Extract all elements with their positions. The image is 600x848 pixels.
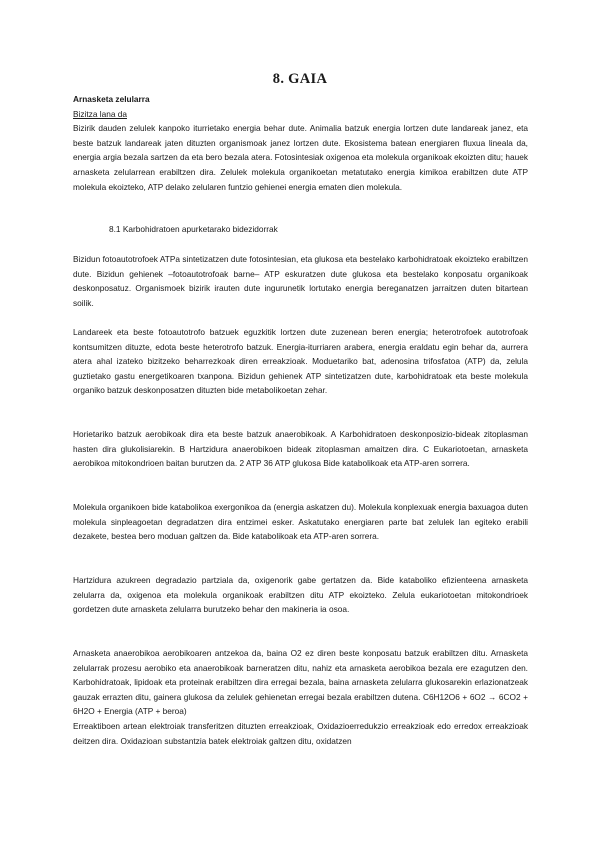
paragraph-text: Landareek eta beste fotoautotrofo batzuek eguzkitik lortzen dute zuzenean beren energia; heterotrofoek autotrofoak kontsumitzen dituzte, edota beste heterotrofo batzuk. Energia-iturriaren arabera, energia eraldatu egin behar da, aurrera atera ahal izateko bizitzeko beharrezkoak diren erreakzioak. Moduetariko bat, adenosina trifosfatoa (ATP) da, zelula guztietako gastu energetikoaren txanpona. Bizidun gehienek ATP sintetizatzen dute, karbohidratoak eta beste molekula organiko batzuk deskonposatzen dituzten bide metabolikoetan zehar. (73, 327, 528, 396)
paragraph-text: Bizidun fotoautotrofoek ATPa sintetizatzen dute fotosintesian, eta glukosa eta bestelako karbohidratoak ekoizteko erabiltzen dute. Bizidun gehienek –fotoautotrofoak barne– ATP eskuratzen dute glukosa eta bestelako konposatu organikoak deskonposatuz. Organismoek bizirik irauten dute ingurunetik lortutako energia bereganatzen jarraitzen duten bitartean soilik. (73, 254, 528, 308)
paragraph (73, 325, 528, 398)
subsection-heading: Bizitza lana da (73, 108, 127, 119)
paragraph-text: Horietariko batzuk aerobikoak dira eta beste batzuk anaerobikoak. A Karbohidratoen deskonposizio-bideak zitoplasman hasten dira glukolisiarekin. B Hartzidura anaerobikoen bideak zitoplasman amaitzen dira. C Eukariotoetan, arnasketa aerobikoa mitokondrioen baitan burutzen da. 2 ATP 36 ATP glukosa Bide katabolikoak eta ATP-aren sorrera. (73, 429, 528, 469)
paragraph (73, 500, 528, 544)
paragraph-text: Molekula organikoen bide katabolikoa exergonikoa da (energia askatzen du). Molekula konplexuak energia baxuagoa duten molekula sinpleagoetan degradatzen dira entzimei esker. Askatutako energiaren parte bat zelulek lan egiteko erabili dezakete, bestea bero moduan galtzen da. Bide katabolikoak eta ATP-aren sorrera. (73, 502, 528, 542)
intro-paragraph: Bizirik dauden zelulek kanpoko iturrietako energia behar dute. Animalia batzuk energia lortzen dute landareak janez, eta beste batzuk landareak jaten dituzten organismoak janez lortzen dute. Ekosistema batean energiaren fluxua lineala da, energia argia bezala sartzen da eta bero bezala atera. Fotosintesiak oxigenoa eta molekula organikoak ekoizten ditu; hauek arnasketa zelularrean erabiltzen dira. Zelulek molekula organikoetan metatutako energia kimikoa erabiltzen dute ATP molekula ekoizteko, ATP delako zelularen funtzio gehienei energia ematen dien molekula. (73, 123, 528, 192)
paragraph (73, 573, 528, 617)
intro-section (73, 92, 528, 194)
paragraph-text: Arnasketa anaerobikoa aerobikoaren antzekoa da, baina O2 ez diren beste konposatu batzuk erabiltzen ditu. Arnasketa zelularrak prozesu aerobiko eta anaerobikoak barneratzen ditu, nahiz eta arnasketa aerobikoa bezala ere ezagutzen den. Karbohidratoak, lipidoak eta proteinak erabiltzen dira erregai bezala, baina arnasketa zelularra glukosarekin erlazionatzeak gauzak errazten ditu, gainera glukosa da zelulek gehienetan erregai bezala erabiltzen dutena. C6H12O6 + 6O2 → 6CO2 + 6H2O + Energia (ATP + beroa) (73, 648, 528, 717)
section-heading: Arnasketa zelularra (73, 94, 150, 104)
paragraph-text: Erreaktiboen artean elektroiak transferitzen dituzten erreakzioak, Oxidazioerredukzio erreakzioak edo erredox erreakzioak deitzen dira. Oxidazioan substantzia batek elektroiak galtzen ditu, oxidatzen (73, 720, 528, 746)
chapter-title: 8. GAIA (272, 71, 328, 87)
paragraph (73, 252, 528, 310)
paragraph (73, 646, 528, 748)
paragraph-text: Hartzidura azukreen degradazio partziala da, oxigenorik gabe gertatzen da. Bide kataboliko efizienteena arnasketa zelularra da, oxigenoa eta molekula organikoak erabiltzen ditu ATP ekoizteko. Zelula eukariotoetan mitokondrioek gordetzen dute arnasketa zelularra burutzeko behar den makineria ia osoa. (73, 575, 528, 615)
subsection-8-1 (73, 222, 528, 237)
subsection-8-1-heading: 8.1 Karbohidratoen apurketarako bidezidorrak (109, 224, 278, 234)
paragraph (73, 427, 528, 471)
